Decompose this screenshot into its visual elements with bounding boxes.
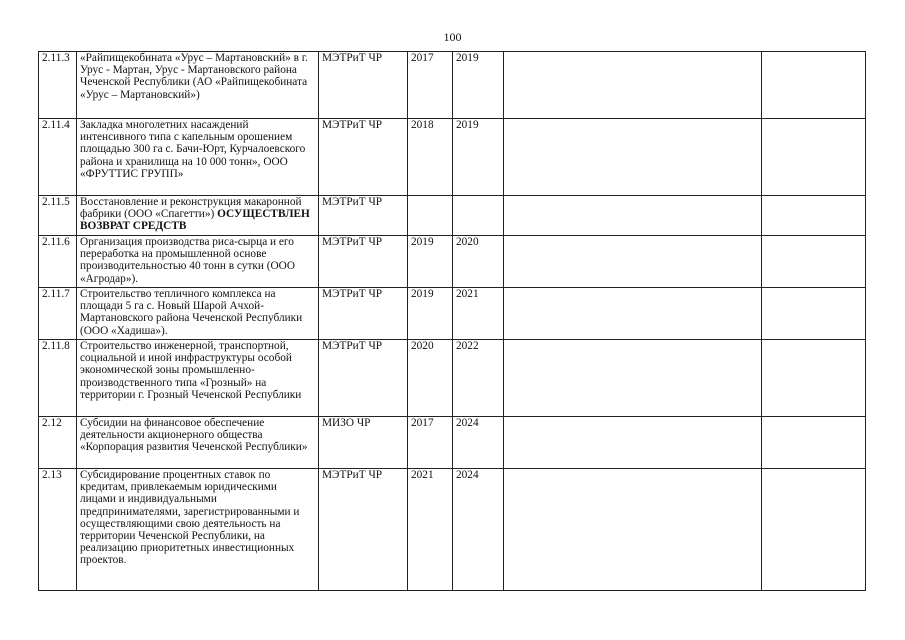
row-empty-cell	[762, 288, 866, 340]
row-start-year: 2019	[408, 236, 453, 288]
row-end-year: 2019	[453, 119, 504, 196]
row-end-year: 2024	[453, 469, 504, 591]
row-number: 2.11.3	[39, 52, 77, 119]
row-description: «Райпищекобината «Урус – Мартановский» в г. Урус - Мартан, Урус - Мартановского района Чеченской Республики (АО «Райпищекобината «Урус – Мартановский»)	[77, 52, 319, 119]
row-responsible: МЭТРиТ ЧР	[319, 52, 408, 119]
table-row	[39, 469, 866, 591]
row-end-year	[453, 196, 504, 236]
row-empty-cell	[504, 52, 762, 119]
row-number: 2.11.8	[39, 340, 77, 417]
row-start-year: 2018	[408, 119, 453, 196]
row-end-year: 2022	[453, 340, 504, 417]
row-start-year: 2017	[408, 52, 453, 119]
row-empty-cell	[762, 52, 866, 119]
row-responsible: МЭТРиТ ЧР	[319, 236, 408, 288]
row-description: Субсидии на финансовое обеспечение деятельности акционерного общества «Корпорация развития Чеченской Республики»	[77, 417, 319, 469]
row-empty-cell	[762, 417, 866, 469]
row-start-year: 2021	[408, 469, 453, 591]
row-end-year: 2021	[453, 288, 504, 340]
row-end-year: 2024	[453, 417, 504, 469]
row-start-year: 2019	[408, 288, 453, 340]
page-number: 100	[443, 30, 462, 44]
row-responsible: МЭТРиТ ЧР	[319, 119, 408, 196]
row-empty-cell	[762, 236, 866, 288]
row-responsible: МЭТРиТ ЧР	[319, 288, 408, 340]
table-row	[39, 196, 866, 236]
table-row	[39, 340, 866, 417]
row-number: 2.13	[39, 469, 77, 591]
row-number: 2.12	[39, 417, 77, 469]
row-description: Субсидирование процентных ставок по кредитам, привлекаемым юридическими лицами и индивидуальными предпринимателями, зарегистрированными и осуществляющими свою деятельность на территории Чеченской Республики, на реализацию приоритетных инвестиционных проектов.	[77, 469, 319, 591]
row-empty-cell	[504, 417, 762, 469]
row-empty-cell	[504, 236, 762, 288]
table-row	[39, 417, 866, 469]
row-empty-cell	[504, 119, 762, 196]
row-description: Организация производства риса-сырца и его переработка на промышленной основе производительностью 40 тонн в сутки (ООО «Агродар»).	[77, 236, 319, 288]
row-empty-cell	[762, 469, 866, 591]
row-start-year	[408, 196, 453, 236]
table-row	[39, 119, 866, 196]
row-end-year: 2020	[453, 236, 504, 288]
row-number: 2.11.4	[39, 119, 77, 196]
row-empty-cell	[504, 469, 762, 591]
row-number: 2.11.7	[39, 288, 77, 340]
row-status-note: ОСУЩЕСТВЛЕН ВОЗВРАТ СРЕДСТВ	[80, 208, 310, 233]
table-row	[39, 288, 866, 340]
row-responsible: МИЗО ЧР	[319, 417, 408, 469]
row-start-year: 2020	[408, 340, 453, 417]
row-description	[77, 196, 319, 236]
row-responsible: МЭТРиТ ЧР	[319, 196, 408, 236]
row-empty-cell	[762, 119, 866, 196]
row-empty-cell	[504, 340, 762, 417]
row-description: Строительство тепличного комплекса на площади 5 га с. Новый Шарой Ачхой-Мартановского района Чеченской Республики (ООО «Хадиша»).	[77, 288, 319, 340]
row-empty-cell	[504, 196, 762, 236]
row-description-text: Восстановление и реконструкция макаронной фабрики (ООО «Спагетти»)	[80, 196, 302, 221]
row-description: Строительство инженерной, транспортной, социальной и иной инфраструктуры особой экономической зоны промышленно-производственного типа «Грозный» на территории г. Грозный Чеченской Республики	[77, 340, 319, 417]
row-description: Закладка многолетних насаждений интенсивного типа с капельным орошением площадью 300 га с. Бачи-Юрт, Курчалоевского района и хранилища на 10 000 тонн», ООО «ФРУТТИС ГРУПП»	[77, 119, 319, 196]
measures-table	[38, 51, 866, 591]
row-empty-cell	[762, 340, 866, 417]
row-number: 2.11.6	[39, 236, 77, 288]
table-row	[39, 52, 866, 119]
row-empty-cell	[762, 196, 866, 236]
row-empty-cell	[504, 288, 762, 340]
row-responsible: МЭТРиТ ЧР	[319, 340, 408, 417]
row-end-year: 2019	[453, 52, 504, 119]
table-row	[39, 236, 866, 288]
row-responsible: МЭТРиТ ЧР	[319, 469, 408, 591]
row-start-year: 2017	[408, 417, 453, 469]
row-number: 2.11.5	[39, 196, 77, 236]
